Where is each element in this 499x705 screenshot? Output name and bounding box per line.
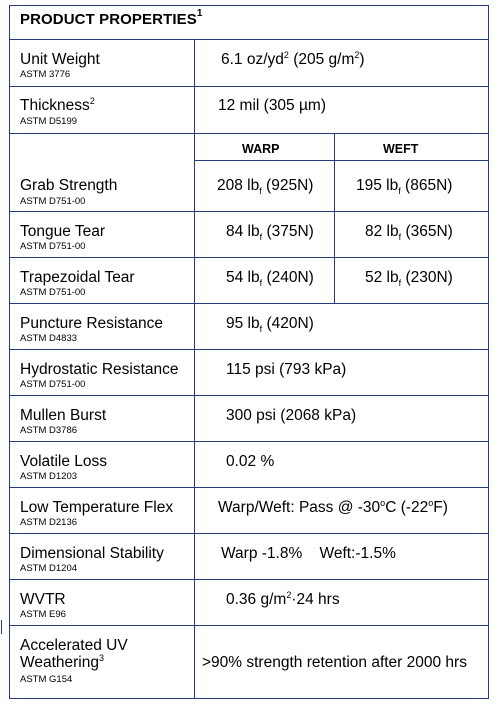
row-divider <box>9 303 489 304</box>
row-divider <box>9 441 489 442</box>
value-sup: o <box>380 497 386 508</box>
value-sub: f <box>259 232 263 243</box>
wvtr-label: WVTR <box>20 591 66 608</box>
grab-strength-astm: ASTM D751-00 <box>20 196 86 207</box>
tongue-tear-warp <box>226 223 314 241</box>
value-part: C (-22 <box>385 499 429 516</box>
warp-header: WARP <box>242 142 280 156</box>
value-part: (365N) <box>401 223 453 240</box>
table-title <box>20 8 203 28</box>
row-divider <box>9 211 489 212</box>
puncture-resistance-value <box>226 315 314 333</box>
mullen-burst-value: 300 psi (2068 kPa) <box>226 407 357 424</box>
row-divider <box>9 579 489 580</box>
tongue-tear-astm: ASTM D751-00 <box>20 241 86 252</box>
row-divider <box>9 395 489 396</box>
row-divider <box>9 39 489 40</box>
value-sup: 2 <box>354 49 360 60</box>
value-part: (375N) <box>262 223 314 240</box>
wvtr-value <box>226 591 340 609</box>
value-sub: f <box>398 232 402 243</box>
trapezoidal-tear-label: Trapezoidal Tear <box>20 269 135 286</box>
trapezoidal-tear-weft <box>365 269 453 287</box>
uv-weathering-astm: ASTM G154 <box>20 674 73 685</box>
warp-weft-divider <box>334 133 335 303</box>
dimensional-stability-label: Dimensional Stability <box>20 545 164 562</box>
value-part: (420N) <box>262 315 314 332</box>
mullen-burst-astm: ASTM D3786 <box>20 425 78 436</box>
value-part: 195 lb <box>356 177 399 194</box>
weft-header: WEFT <box>383 142 419 156</box>
value-part: 84 lb <box>226 223 260 240</box>
value-part: 6.1 oz/yd <box>221 51 284 68</box>
value-part: ·24 hrs <box>291 591 340 608</box>
footnote: 3 <box>98 652 104 663</box>
value-sup: 2 <box>283 49 289 60</box>
thickness-astm: ASTM D5199 <box>20 116 78 127</box>
mullen-burst-label: Mullen Burst <box>20 407 107 424</box>
value-part: 208 lb <box>217 177 260 194</box>
thickness-value: 12 mil (305 µm) <box>218 97 326 114</box>
row-divider <box>9 257 489 258</box>
grab-strength-label: Grab Strength <box>20 177 118 194</box>
grab-strength-weft <box>356 177 452 195</box>
value-part: 0.36 g/m <box>226 591 287 608</box>
dimensional-stability-astm: ASTM D1204 <box>20 563 78 574</box>
row-divider <box>9 349 489 350</box>
title-text: PRODUCT PROPERTIES <box>20 11 197 28</box>
value-sub: f <box>398 186 401 197</box>
value-sup: o <box>428 497 434 508</box>
value-part: (205 g/m <box>288 51 355 68</box>
value-part: (230N) <box>401 269 453 286</box>
label-text: Thickness <box>20 97 90 114</box>
unit-weight-astm: ASTM 3776 <box>20 69 71 80</box>
volatile-loss-value: 0.02 % <box>226 453 275 470</box>
header-divider <box>194 160 489 161</box>
label-line: Weathering <box>20 654 99 671</box>
value-part: 54 lb <box>226 269 260 286</box>
dimensional-stability-value: Warp -1.8% Weft:-1.5% <box>221 545 396 562</box>
column-divider <box>194 39 195 699</box>
unit-weight-label: Unit Weight <box>20 51 100 68</box>
row-divider <box>9 487 489 488</box>
footnote: 2 <box>89 95 95 106</box>
value-part: ) <box>359 51 365 68</box>
row-divider <box>9 133 489 134</box>
uv-weathering-label <box>20 637 128 671</box>
value-sub: f <box>259 324 263 335</box>
title-footnote: 1 <box>196 8 203 19</box>
value-part: (925N) <box>261 177 314 194</box>
volatile-loss-astm: ASTM D1203 <box>20 471 78 482</box>
low-temperature-flex-value <box>218 499 448 517</box>
hydrostatic-resistance-label: Hydrostatic Resistance <box>20 361 179 378</box>
row-divider <box>9 625 489 626</box>
value-part: 82 lb <box>365 223 399 240</box>
wvtr-astm: ASTM E96 <box>20 609 66 620</box>
value-part: (865N) <box>400 177 453 194</box>
value-part: F) <box>433 499 448 516</box>
grab-strength-warp <box>217 177 313 195</box>
value-sub: f <box>259 186 262 197</box>
hydrostatic-resistance-astm: ASTM D751-00 <box>20 379 86 390</box>
uv-weathering-value: >90% strength retention after 2000 hrs <box>202 654 467 671</box>
value-part: Warp/Weft: Pass @ -30 <box>218 499 381 516</box>
tongue-tear-label: Tongue Tear <box>20 223 106 240</box>
tongue-tear-weft <box>365 223 453 241</box>
puncture-resistance-astm: ASTM D4833 <box>20 333 78 344</box>
row-divider <box>9 533 489 534</box>
margin-mark <box>1 620 2 634</box>
trapezoidal-tear-astm: ASTM D751-00 <box>20 287 86 298</box>
label-line: Accelerated UV <box>20 637 128 654</box>
value-sub: f <box>398 278 402 289</box>
puncture-resistance-label: Puncture Resistance <box>20 315 164 332</box>
trapezoidal-tear-warp <box>226 269 314 287</box>
value-part: (240N) <box>262 269 314 286</box>
unit-weight-value <box>221 51 365 69</box>
value-sub: f <box>259 278 263 289</box>
volatile-loss-label: Volatile Loss <box>20 453 108 470</box>
value-part: 52 lb <box>365 269 399 286</box>
thickness-label <box>20 97 95 114</box>
hydrostatic-resistance-value: 115 psi (793 kPa) <box>226 361 347 378</box>
low-temperature-flex-label: Low Temperature Flex <box>20 499 174 516</box>
low-temperature-flex-astm: ASTM D2136 <box>20 517 78 528</box>
row-divider <box>9 86 489 87</box>
value-part: 95 lb <box>226 315 260 332</box>
value-sup: 2 <box>286 589 292 600</box>
